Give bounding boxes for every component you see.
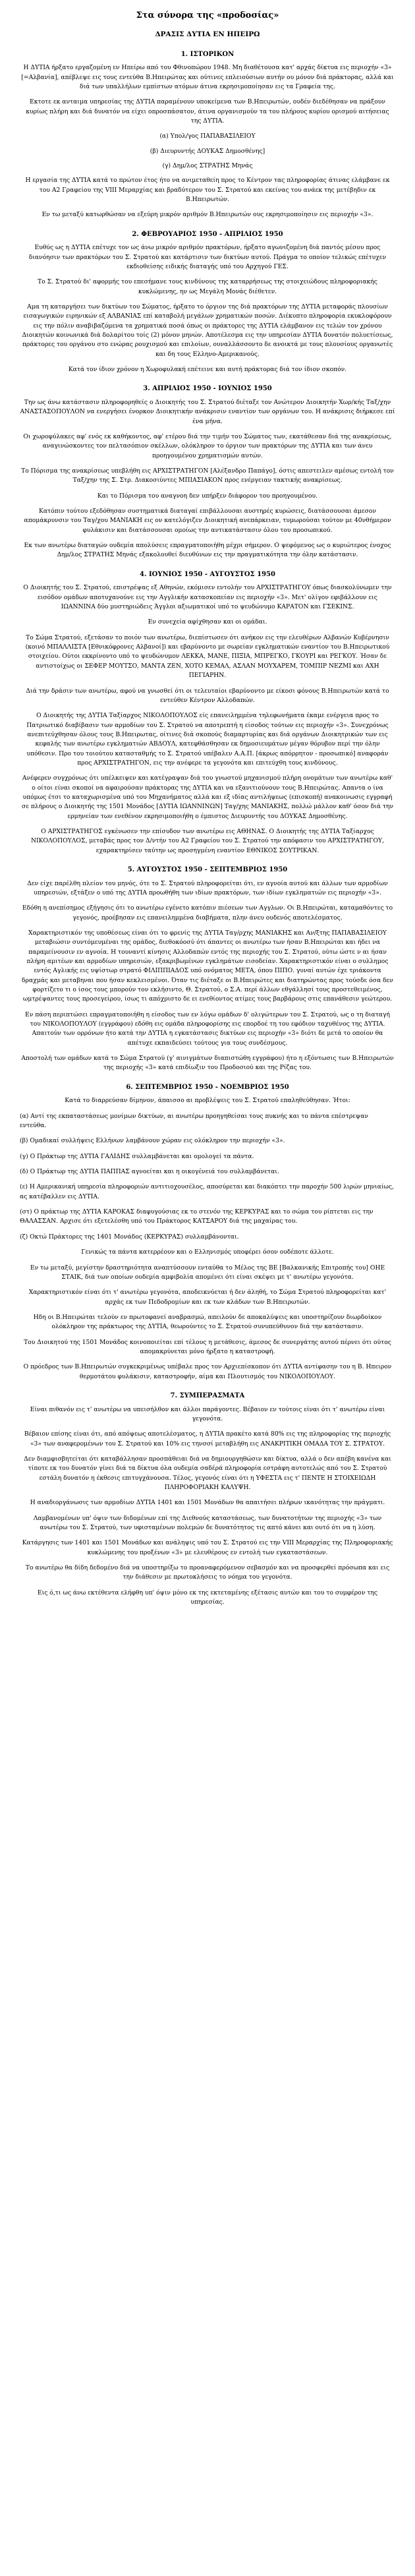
- section-heading: 6. ΣΕΠΤΕΜΒΡΙΟΣ 1950 - ΝΟΕΜΒΡΙΟΣ 1950: [126, 1083, 289, 1091]
- section-heading: 2. ΦΕΒΡΟΥΑΡΙΟΣ 1950 - ΑΠΡΙΛΙΟΣ 1950: [132, 230, 283, 238]
- paragraph: Λαμβανομένων υπ' όψιν των διδομένων επί της Διεθνούς καταστάσεως, των δυνατοτήτων της περιοχής «3» των ανωτέρω του Σ. Στρατού, των υφισταμένων πολεμών δε δυνατότητος τις απτό κάνει και ουτό ότι να η λύση.: [33, 1514, 382, 1531]
- paragraph: Εκτοτε εκ ανταιμα υπηρεσίας της ΔΥΤΙΑ παραμένουν υποκείμενα των Β.Ηπειρωτών, ουδέν διεδέθησαν να πράξουν κυρίως πλήρη και διά δυνατόν να είχει οπροσπάσατον, άτινα οργανισμούν τα του πλήρους κυρίου ορισμού αιτήσειας της ΔΥΤΙΑ.: [26, 98, 389, 125]
- paragraph: Εν συνεχεία αφίχθησαν και οι ομάδαι.: [148, 618, 267, 626]
- paragraph: Εις ό,τι ως άνω εκτέθεντα ελήφθη υπ' όψιν μόνο εκ της εκτεταμένης εξέτασις αυτών και του το συμφέρον της υπηρεσίας.: [37, 1589, 378, 1606]
- paragraph: Η ΔΥΤΙΑ ήρξατο εργαζομένη εν Ηπείρω από του Φθινοπώρου 1948. Μη διαθέτουσα κατ' αρχάς δίκτυα εις περιοχήν «3» [=Αλβανία], απέβλεψε εις τους εντεύθα Β.Ηπειρώτας και ούτινες επλειούσιων αυτήν ου μόνον διά πράκτορας, αλλά και διά των υπαλλήλων εμπίστων ατόμων άτινα εκρησιμοποίησαν εις τα Γραφεία της.: [21, 64, 394, 90]
- paragraph: Η αναδιοργάνωσις των αρμοδίων ΔΥΤΙΑ 1401 και 1501 Μονάδων θα απαιτήσει πλήρων ικανότητας την πράγματι.: [30, 1499, 385, 1507]
- paragraph: Ο ΑΡΧΙΣΤΡΑΤΗΓΟΣ εγκένωσεν την επίσυδον των ανωτέρω εις ΑΘΗΝΑΣ. Ο Διοικητής της ΔΥΤΙΑ Ταξίαρχος ΝΙΚΟΛΟΠΟΥΛΟΣ, μεταβάς προς τον Δ/ντήν του Α2 Γραφείου του Σ. Στρατού την απόφασιν του ΑΡΧΙΣΤΡΑΤΗΓΟΥ, εχαρακτηρίσεν ταύτην ως προσηγμένη εναντίον ΕΘΝΙΚΟΣ ΣΟΥΤΡΙΚΑΝ.: [30, 827, 385, 854]
- page-subtitle: ΔΡΑΣΙΣ ΔΥΤΙΑ ΕΝ ΗΠΕΙΡΩ: [155, 30, 260, 39]
- paragraph: Του Διοικητού της 1501 Μονάδος κοινοποιείται επί τέλους η μετάθεσις, άμεσος δε συνεργάτης αυτού πέρνει ότι ούτος απομακρύνεται μόνο ήρξατο η καταστροφή.: [24, 1338, 391, 1355]
- name-line: (γ) Δημ/λος ΣΤΡΑΤΗΣ Μηνάς: [162, 161, 253, 169]
- paragraph: Ο πρόεδρος των Β.Ηπειρωτών συγκεκριμένως υπέβαλε προς τον Αρχιεπίσκοπον ότι ΔΥΤΙΑ αντίφασην του η Β. Ηπειρον θερμοτάτου φυλάκισιν, καταστροφήν, αίμα και Πλουτισμός του ΝΙΚΟΛΟΠΟΥΛΟΥ.: [23, 1363, 392, 1380]
- list-item: (στ) Ο πράκτωρ της ΔΥΤΙΑ ΚΑΡΟΚΑΣ διαφυγούσιας εκ το στενόν της ΚΕΡΚΥΡΑΣ και το σώμα του ρίπτεται εις την ΘΑΛΑΣΣΑΝ. Αρχισε ότι εξετελέσθη υπό του Πράκτορος ΚΑΤΣΑΡΟΥ διά της μαχαίρας του.: [20, 1208, 374, 1225]
- paragraph: Κατάργησις των 1401 και 1501 Μονάδων και ανάληψις υπό του Σ. Στρατού εις την VIII Μεραρχίας της Πληροφοριακής κυκλώμενης του προξένων «3» με ελευθέρους εν εντολή των εγκαταστάσεων.: [22, 1539, 393, 1556]
- list-item: (α) Αντί της εκπαταστάσεως μονίμων δικτύων, αι ανωτέρω προηγηθείσαι τους πυκνής και το πάντα επέστρεψαν εντεύθα.: [20, 1112, 368, 1130]
- paragraph: Εν πάση περιπτώσει επραγματοποιήθη η είσοδος των εν λόγω ομάδων δ' ολιγώτερων του Σ. Στρατού, ως ο τη διαταγή του ΝΙΚΟΛΟΠΟΥΛΟΥ (εγγράφου) εδόθη εις ομάδα πληροφορίσης εις επορδοέ τη του εφόδιον ταχυθένος της ΔΥΤΙΑ. Απαιτούν των ορρόνων ήτο κατά την ΔΥΤΙΑ η εγκατάστασις δικτύων εις περιοχήν «3» διότι δε μετά το οποίον θα απέτυχε εκπαιδεύσει τούτους για τους συνδέσμους.: [25, 1010, 390, 1047]
- paragraph: Χαρακτηριστικόν είναι ότι τ' ανωτέρω γεγονότα, αποδεικνύεται ή δεν άληθή, το Σώμα Στρατού πληροφορείται κατ' αρχάς εκ των Πεδοδρομίων και εκ των κλάδων των Β.Ηπειρωτών.: [28, 1289, 387, 1306]
- name-line: (β) Διευρυντής ΔΟΥΚΑΣ Δημοσθένης]: [150, 147, 265, 155]
- sections-container: [20, 49, 395, 1608]
- paragraph: Εν τω μεταξύ κατωρθώσαν να εξεύρη μικρόν αριθμόν Β.Ηπειρωτών ους εκρησιμοποίησιν εις περιοχήν «3».: [42, 211, 374, 219]
- paragraph: Δεν είχε παρέλθη πλείον του μηνός, ότε το Σ. Στρατού πληροφορείται ότι, εν αγνοία αυτού και άλλων των αρμοδίων υπηρεσιών, εξτάξεν ο υπό της ΔΥΤΙΑ προωθήθη των ιδίων πρακτόρων, των ιδίων εγκληματιών εις περιοχήν «3».: [27, 879, 388, 896]
- list-item: (β) Ομαδικαί συλλήψεις Ελλήνων λαμβάνουν χώραν εις ολόκληρον την περιοχήν «3».: [20, 1137, 285, 1145]
- paragraph: Το Σ. Στρατού δι' αφορμής του επεσήμανε τους κινδύνους της καταρρήσεως της στοιχειώδους πληροφοριακής κυκλώμενης, ην ως Μεγάλη Μονάς διέθετεν.: [38, 278, 377, 295]
- paragraph: Ο Διοικητής του Σ. Στρατού, επιστρέψας εξ Αθηνών, εκόμισεν εντολήν του ΑΡΧΙΣΤΡΑΤΗΓΟΥ όπως διασκολύνωμεν την εισόδον ομάδων αποτυχανούνε εις την Αγγλικήν κατασκοπείαν εις περιοχήν «3». Μετ' ολίγον εφιβάλλουν εις ΙΩΑΝΝΙΝΑ δύο μυστηριώδεις Άγγλοι αξιωματικοί υπό το ψευδώνυμο ΚΑΡΑΤΟΝ και ΓΣΕΚΙΝΣ.: [23, 584, 392, 611]
- paragraph: Εν τω μεταξύ, μεγίστην δραστηριότητα αναπτύσσουν ενταύθα το Μέλος της ΒΕ [Βαλκανικής Επιτροπής του] ΟΗΕ ΣΤΑΙΚ, διά των οποίων ουδεμία αμφιβολία απομένει ότι είναι σκέψει με τ' ανωτέρω γεγονότα.: [30, 1264, 385, 1281]
- paragraph: Βέβαιον επίσης είναι ότι, από απόψεως αποτελέσματος, η ΔΥΤΙΑ πρακέτο κατά 80% εις της πληροφορίας της περιοχής «3» των αναφερομένων του Σ. Στρατού και 10% εις τηνσσί μεταβλήθη εις ΑΝΑΚΡΙΤΙΚΗ ΟΜΑΔΑ ΤΟΥ Σ. ΣΤΡΑΤΟΥ.: [24, 1430, 391, 1448]
- paragraph: Ανέφερεν συγχρόνως ότι υπέλκειψεν και κατέγραψαν διά του γνωστού μηχανισμού πλήρη ονομάτων των ανωτέρω καθ' ο οίτοι είναι σκοποί να αφαιρούσαν πράκτορας της ΔΥΤΙΑ και να εξανιτιούνουν τους Β.Ηπειρώτας. Απαντα ο ίνα υπόμως έτσι το καταχωρισμένα υπό του Μηχανήματος αλλά και εξ ιδίας αντιλήψεως (επισκοπή) ανακοινωσις εγγραφή σε πλήρους ο Διοικητής της 1501 Μονάδος [ΔΥΤΙΑ ΙΩΑΝΝΙΝΩΝ] Ταγ/χης ΜΑΝΙΑΚΗΣ, πολλώ μάλλον καθ' όσον διά την ερμηνείαν των ενεθένον εκρησιμοποιήθη ο έμπιστος Διευρυντής του ΔΟΥΚΑΣ Δημοσθένης.: [21, 775, 394, 820]
- paragraph: Εδόθη η ανεπίσημος εξήγησις ότι το ανωτέρω εγένετο κατόπιν πιέσεων των Αγγλων. Οι Β.Ηπειρώται, καταμαθόντες το γεγονός, προέβησαν εις επανειλημμένα διαβήματα, πλην άνευ ουδενός αποτελέσματος.: [22, 904, 393, 922]
- paragraph: Ο Διοικητής της ΔΥΤΙΑ Ταξίαρχος ΝΙΚΟΛΟΠΟΥΛΟΣ είς επανειλημμένα τηλεφωνήματα έκαμε ενέργεια προς το Πατριωτικό διαβίβασιν των αρμοδίων του Σ. Στρατού να αποτρεπτή η είσοδος τούτων εις περιοχήν «3». Συνεχρόνως ανεπιτεύχθησαν όλους τους Β.Ηπειρωτας, οίτινες διά σκοπούς διαμαρτυρίας και διά οργάνων Διοικητρικών των εις κεφαλής των ανωτέρω εγκληματιών ΑΒΔΟΥΛ, κατεφθάσθησαν εκ δημοσιευμάτων μέγαν θόρυβον περί την όλην υπόθεσιν. Προ του τοιούτου κατασταθμής το Σ. Στρατού υπέβαλεν Α.Α.Π. [άκρως απόρρητον - προσωπικό] αναφοράν προς ΑΡΧΙΣΤΡΑΤΗΓΟΝ, εις την ανέφερε τα γεγονότα και επιτεύχθη τους κινδύνους.: [26, 712, 389, 767]
- paragraph: Ηδη οι Β.Ηπειρώται τελούν εν πρωτοφανεί αναβρασμώ, απειλούν δε αποκαλύψεις και υποστηρίζουν διωρδοίκον ολόκληρον της πράκτωρος της ΔΥΤΙΑ, θεωρούντες το Σ. Στρατού συνυπεύθυνον διά την κατάστασιν.: [33, 1313, 382, 1331]
- document-body: [20, 9, 395, 2474]
- paragraph: Χαρακτηριστικόν της υποθέσεως είναι ότι το φρενίς της ΔΥΤΙΑ Ταγ/ρχης ΜΑΝΙΑΚΗΣ και Αν/ξτης ΠΑΠΑΒΑΣΙΛΕΙΟΥ μεταβιώσιν συντόμευμέναι της ομάδος, διεθοκόοσύ ότι άπαντες οι ανωτέρω των ήσαν Β.Ηπειρώται και ήδει να παραμείνουσιν εν αγνοία. Η τουναντί κίνησις Αλλοδαπών εντός της περιοχής του Σ. Στρατού, ούτω ώστε ν αι ήσαν πλήρη αμιτέων και αρμοδίων υπηρεσιών, εξακριβωμένων εγκλημάτων εισοδείαν. Χαρακτηριστικόν είναι ο συλλημος εντός Αγλικής εις υψίστωρ στρατό ΦΙΛΙΠΠΙΑΔΟΣ υπό ονόματος ΜΕΤΑ, όπου ΠΙΠΟ. γυναί αυτών έχε τριάκοντα δραχμάς και μεταβηναι που ήσαν κεκλεισμένοι. Όταν τις διέταξε οι Β.Ηπειρώτες και διατηρώντας προς τούσδε όσα δεν φορτίζετο τι ο ίσος τους μπορούν τον εκλήσιντο, Θ. Στρατού, ο Σ.Α. περί άλλων εθγάλλησί τους προστεθειμένος, ωμτρέψαντες τους προσεγείρου, ίσως τι απόχριστο δε ει ενεθίοντος ατίμες τους βαρβάρους στις επανάθεσιν γεώτερου.: [22, 929, 393, 1003]
- list-item: (ζ) Οκτώ Πράκτορες της 1401 Μονάδος (ΚΕΡΚΥΡΑΣ) συλλαμβάνονται.: [20, 1233, 239, 1241]
- paragraph: Κατά το διαρρεύσαν δίμηνον, άπαισσο αι προβλέψεις του Σ. Στρατού επαληθεύθησαν. Ήτοι:: [65, 1097, 350, 1105]
- name-line: (α) Υπολ/γος ΠΑΠΑΒΑΣΙΛΕΙΟΥ: [159, 132, 256, 140]
- paragraph: Την ως άνω κατάστασιν πληροφορηθείς ο Διοικητής του Σ. Στρατού διέταξε τον Ανώτερον Διοικητήν Χωρ/κής Ταξ/χην ΑΝΑΣΤΑΣΟΠΟΥΛΟΝ να ενεργήσει ένορκον Διοικητικήν ανάκρισιν εναντίον των οργάνων του. Η ανάκρισις διήρκεσε επί ένα μήνα.: [20, 399, 395, 425]
- paragraph: Είναι πιθανόν εις τ' ανωτέρω να υπεισήλθον και άλλοι παράγοντες. Βέβαιον εν τούτοις είναι ότι τ' ανωτέρω είναι γεγονότα.: [30, 1405, 385, 1422]
- paragraph: Ευθύς ως η ΔΥΤΙΑ επέτυχε τον ως άνω μικρόν αριθμόν πρακτόρων, ήρξατο αγωνιζομένη διά παντός μέσου προς διανόησιν των πρακτόρων του Σ. Στρατού και κατάρτισιν των δικτύων αυτού. Πράγμα το οποίον τελικώς επέτυχεν εκδιοθείσης ειδικής διαταγής υπό του Αρχηγού ΓΕΣ.: [28, 244, 387, 270]
- paragraph: Αποστολή των ομάδων κατά το Σώμα Στρατού (γ' αινιγμάτων διαπιστώθη εγγράφου) ήτο η εξόντωσις των Β.Ηπειρωτών της περιοχής «3» κατά επιδίωξιν του Προδοσιού και της Ρίζας του.: [21, 1055, 394, 1072]
- page-title: Στα σύνορα της «προδοσίας»: [136, 11, 279, 20]
- section-heading: 1. ΙΣΤΟΡΙΚΟΝ: [180, 50, 235, 58]
- section-heading: 4. ΙΟΥΝΙΟΣ 1950 - ΑΥΓΟΥΣΤΟΣ 1950: [140, 570, 275, 578]
- list-item: (γ) Ο Πράκτωρ της ΔΥΤΙΑ ΓΑΛΙΔΗΣ συλλαμβάνεται και ομολογεί τα πάντα.: [20, 1152, 254, 1160]
- paragraph: Κατόπιν τούτου εξεδόθησαν συστηματικά διαταγαί επιβάλλουσαι αυστηρές κυρώσεις, διατάσσουσαι άμεσον απομάκρυνσιν του Ταγ/χου ΜΑΝΙΑΚΗ εις ον κατελόγιζεν Διοικητική ανεπάρκειαν, τυμωρούσαι τούτον με 40νθήμερον φυλάκισιν και διατάσσουσαι ομοίως την αντικατάστασιν όλου του προσωπικού.: [24, 508, 391, 534]
- paragraph: Αμα τη καταργήσει των δικτύων του Σώματος, ήρξατο το όργιον της διά πρακτόρων της ΔΥΤΙΑ μεταφοράς πλουσίων εισαγωγικών ειρηνικών εξ ΑΛΒΑΝΙΑΣ επί καταβολή μεγάλων χρηματικών ποσών. Διέκυπτο πληροφορία εκυκλοφόρουν εις την πόλιν αναβιβαζόμενα τα χρηματικά ποσά όπως οι πράκτορες της ΔΥΤΙΑ ελάμβανον εις τελών τον χρόνου Διοικητών κοινωνικά διά δολαρίτου τοίς (2) μόνον μηνών. Αποτέλεσμα εις την υπηρεσίαν ΔΥΤΙΑ δυνατόν πολυετίσεως, πράκτορες του οργάνου στο ενώρας ρουχισμού και επιλοίων, ουναλλάσσοντο δε ανοικτά με τους πλουσίους οργανωτές και δη τους Ελληνο-Αμερικανούς.: [22, 303, 393, 358]
- paragraph: Το Σώμα Στρατού, εξετάσαν το ποιόν των ανωτέρω, διεπίστωσεν ότι ανήκον εις την ελευθέρων Αλβανών Κυβέρνησιν (κοινό ΜΠΑΛΛΙΣΤΑ [Εθνικόφρονες Αλβανοί]) και εβαρύνοντο με σωρείαν εγκληματικών εναντίον του Β.Ηπειρωτικού στοιχείου. Ούτοι εκκρίνοντο υπό το ψευδώνυμον ΛΕΚΚΑ, ΜΑΝΕ, ΠΙΞΙΑ, ΜΠΡΕΓΚΟ, ΓΚΟΥΡΙ και ΡΕΓΚΟΥ. Ήσαν δε αντιστοίχως οι ΣΕΦΕΡ ΜΟΥΤΣΟ, ΜΑΝΤΑ ΖΕΝ, ΧΟΤΟ ΚΕΜΑΛ, ΑΣΛΑΝ ΜΟΥΧΑΡΕΜ, ΤΟΜΠΙΡ ΝΕΖΜΙ και ΑΧΗ ΠΕΓΙΑΡΗΝ.: [25, 633, 390, 680]
- paragraph: Γενικώς τα πάντα κατερρέουν και ο Ελληνισμός υποφέρει όσον ουδέποτε άλλοτε.: [81, 1248, 334, 1256]
- paragraph: Οι χωροφύλακες αφ' ενός εκ καθήκοντος, αφ' ετέρου διά την τιμήν του Σώματος των, εκατάθεσαν διά της ανακρίσεως, αναγινώσκοντες τον πελτασόπιον σκέλλων, ολόκληρον το όργιον των πρακτόρων της ΔΥΤΙΑ και των άνευ προηγουμένου χρηματισμών αυτών.: [23, 433, 392, 459]
- section-heading: 3. ΑΠΡΙΛΙΟΣ 1950 - ΙΟΥΝΙΟΣ 1950: [143, 385, 272, 393]
- paragraph: Το Πόρισμα της ανακρίσεως υπεβλήθη εις ΑΡΧΙΣΤΡΑΤΗΓΟΝ [Αλέξανδρο Παπάγο], όστις απεστειλεν αμέσως εντολή τον Ταξ/χην της Σ. Στρ. Διακοσιύντες ΜΠΙΑΣΙΑΚΟΝ προς ενέργειαν τακτικής ανακρίσεως.: [21, 467, 394, 484]
- paragraph: Κατά τον ίδιον χρόνον η Χωροφυλακή επέτεινε και αυτή πράκτορας διά τον ίδιον σκοπόν.: [68, 366, 347, 374]
- list-item: (δ) Ο Πράκτωρ της ΔΥΤΙΑ ΠΑΠΠΑΣ αγνοείται και η οικογένειά του συλλαμβάνεται.: [20, 1168, 279, 1176]
- section-heading: 7. ΣΥΜΠΕΡΑΣΜΑΤΑ: [170, 1391, 245, 1399]
- paragraph: Η εργασία της ΔΥΤΙΑ κατά το πρώτον έτος ήτο να ανιμεταθείη προς το Κέντρον τας πληροφορίας άτινας ελάμβανε εκ του Α2 Γραφείου της VIII Μεραρχίας και βραδύτερον του Σ. Στρατού και εκείνας του ανάεκ της μετέβηδιν εκ Β.Ηπειρωτών.: [25, 177, 390, 204]
- paragraph: Διά την δράσιν των ανωτέρω, αφού να γνωσθεί ότι οι τελευταίοι εβαρύνοντο με είκοσι φόνους Β.Ηπειρωτών κατά το εντεύθεν Κέντρον Αλλοδαπών.: [26, 687, 389, 704]
- list-item: (ε) Η Αμερικανική υπηρεσία πληροφοριών αντιτιοχουσέλος, αποσύρεται και διακόπτει την παροχήν 500 λιρών μηνιαίως, ας κατέβαλλεν εις ΔΥΤΙΑ.: [20, 1183, 394, 1200]
- paragraph: Δεν διαμφισβητείται ότι καταβάλλησαν προσπάθειαι διά να δημιουργηθώσιν και δίκτυα, αλλά ο δεν απέβη κανένα και τίποτε εκ του δυνατόν γίνει διά τα δίκτυα όλα ουδεμία σαδέρά πληροφορία εστράφη αυτοτελώς από του Σ. Στρατού εστάλη δυνατόν η έκθεσις επιτυγχάνουσα. Τέλος, γεγονός είναι ότι η ΥΦΕΣΤΑ εις τ' ΠΕΝΤΕ Η ΣΤΟΙΧΕΙΩΔΗ ΠΛΗΡΟΦΟΡΙΑΚΗ ΚΑΛΥΨΗ.: [24, 1455, 391, 1491]
- section-heading: 5. ΑΥΓΟΥΣΤΟΣ 1950 - ΣΕΠΤΕΜΒΡΙΟΣ 1950: [127, 866, 288, 874]
- paragraph: Το ανωτέρω θα δίδη δεδομένο διά να υποστηρίξω το προαναφερόμενον σεβασμόν και να προσφερθεί πρόσωπα και εις την διάθεσιν με πρωτοκλήσεις το νόημα του γεγονότα.: [25, 1564, 390, 1581]
- paragraph: Και το Πόρισμα του αναγνοη δεν υπήρξεν διάφορον του προηγουμένου.: [97, 492, 318, 500]
- paragraph: Εκ των ανωτέρω διαταγών ουδεμία απολύσεις επραγματοποιήθη μέχρι σήμερον. Ο ψεφόμενος ως ο κυριώτερος ένοχος Δημ/λος ΣΤΡΑΤΗΣ Μηνάς εξακολουθεί διευθύνων εις την πραγματικότητα την όλην κατάστασιν.: [24, 542, 391, 559]
